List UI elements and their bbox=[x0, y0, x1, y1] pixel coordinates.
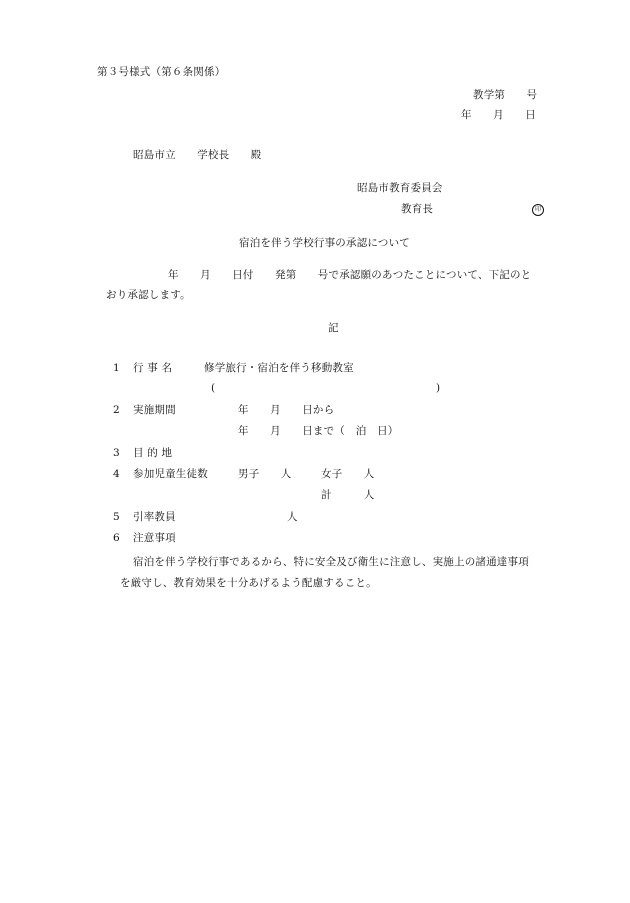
item-number-4: 4 bbox=[113, 468, 120, 480]
period-start: 年 月 日から bbox=[238, 404, 335, 416]
document-date: 年 月 日 bbox=[461, 109, 536, 121]
body-text-line-2: おり承認します。 bbox=[106, 289, 191, 301]
sender-title: 教育長 bbox=[401, 203, 434, 215]
notes-text-line-2: を厳守し、教育効果を十分あげるよう配慮すること。 bbox=[120, 577, 377, 589]
item-label-event-name: 行 事 名 bbox=[133, 362, 173, 374]
item-number-1: 1 bbox=[113, 362, 120, 374]
item-number-5: 5 bbox=[113, 511, 120, 523]
ki-heading: 記 bbox=[328, 322, 339, 334]
event-name-paren-close: ) bbox=[436, 382, 441, 394]
item-number-6: 6 bbox=[113, 532, 120, 544]
participants-male: 男子 人 bbox=[238, 468, 292, 480]
item-number-3: 3 bbox=[113, 447, 120, 459]
teachers-unit: 人 bbox=[287, 511, 298, 523]
document-number: 教学第 号 bbox=[473, 89, 538, 101]
item-label-destination: 目 的 地 bbox=[133, 447, 173, 459]
participants-total: 計 人 bbox=[321, 489, 375, 501]
body-text-line-1: 年 月 日付 発第 号で承認願のあつたことについて、下記のと bbox=[168, 269, 532, 281]
item-label-participants: 参加児童生徒数 bbox=[133, 468, 208, 480]
period-end: 年 月 日まで（ 泊 日） bbox=[238, 425, 399, 437]
seal-icon: 印 bbox=[532, 204, 544, 216]
item-number-2: 2 bbox=[113, 404, 120, 416]
subject-title: 宿泊を伴う学校行事の承認について bbox=[239, 237, 410, 249]
participants-female: 女子 人 bbox=[321, 468, 375, 480]
item-label-period: 実施期間 bbox=[133, 404, 176, 416]
item-value-event-name: 修学旅行・宿泊を伴う移動教室 bbox=[204, 362, 354, 374]
form-number: 第３号様式（第６条関係） bbox=[97, 66, 226, 78]
addressee: 昭島市立 学校長 殿 bbox=[133, 149, 262, 161]
notes-text-line-1: 宿泊を伴う学校行事であるから、特に安全及び衛生に注意し、実施上の諸通達事項 bbox=[133, 556, 529, 568]
item-label-notes: 注意事項 bbox=[133, 532, 176, 544]
event-name-paren-open: ( bbox=[211, 382, 216, 394]
item-label-teachers: 引率教員 bbox=[133, 511, 176, 523]
sender-organization: 昭島市教育委員会 bbox=[357, 182, 443, 194]
